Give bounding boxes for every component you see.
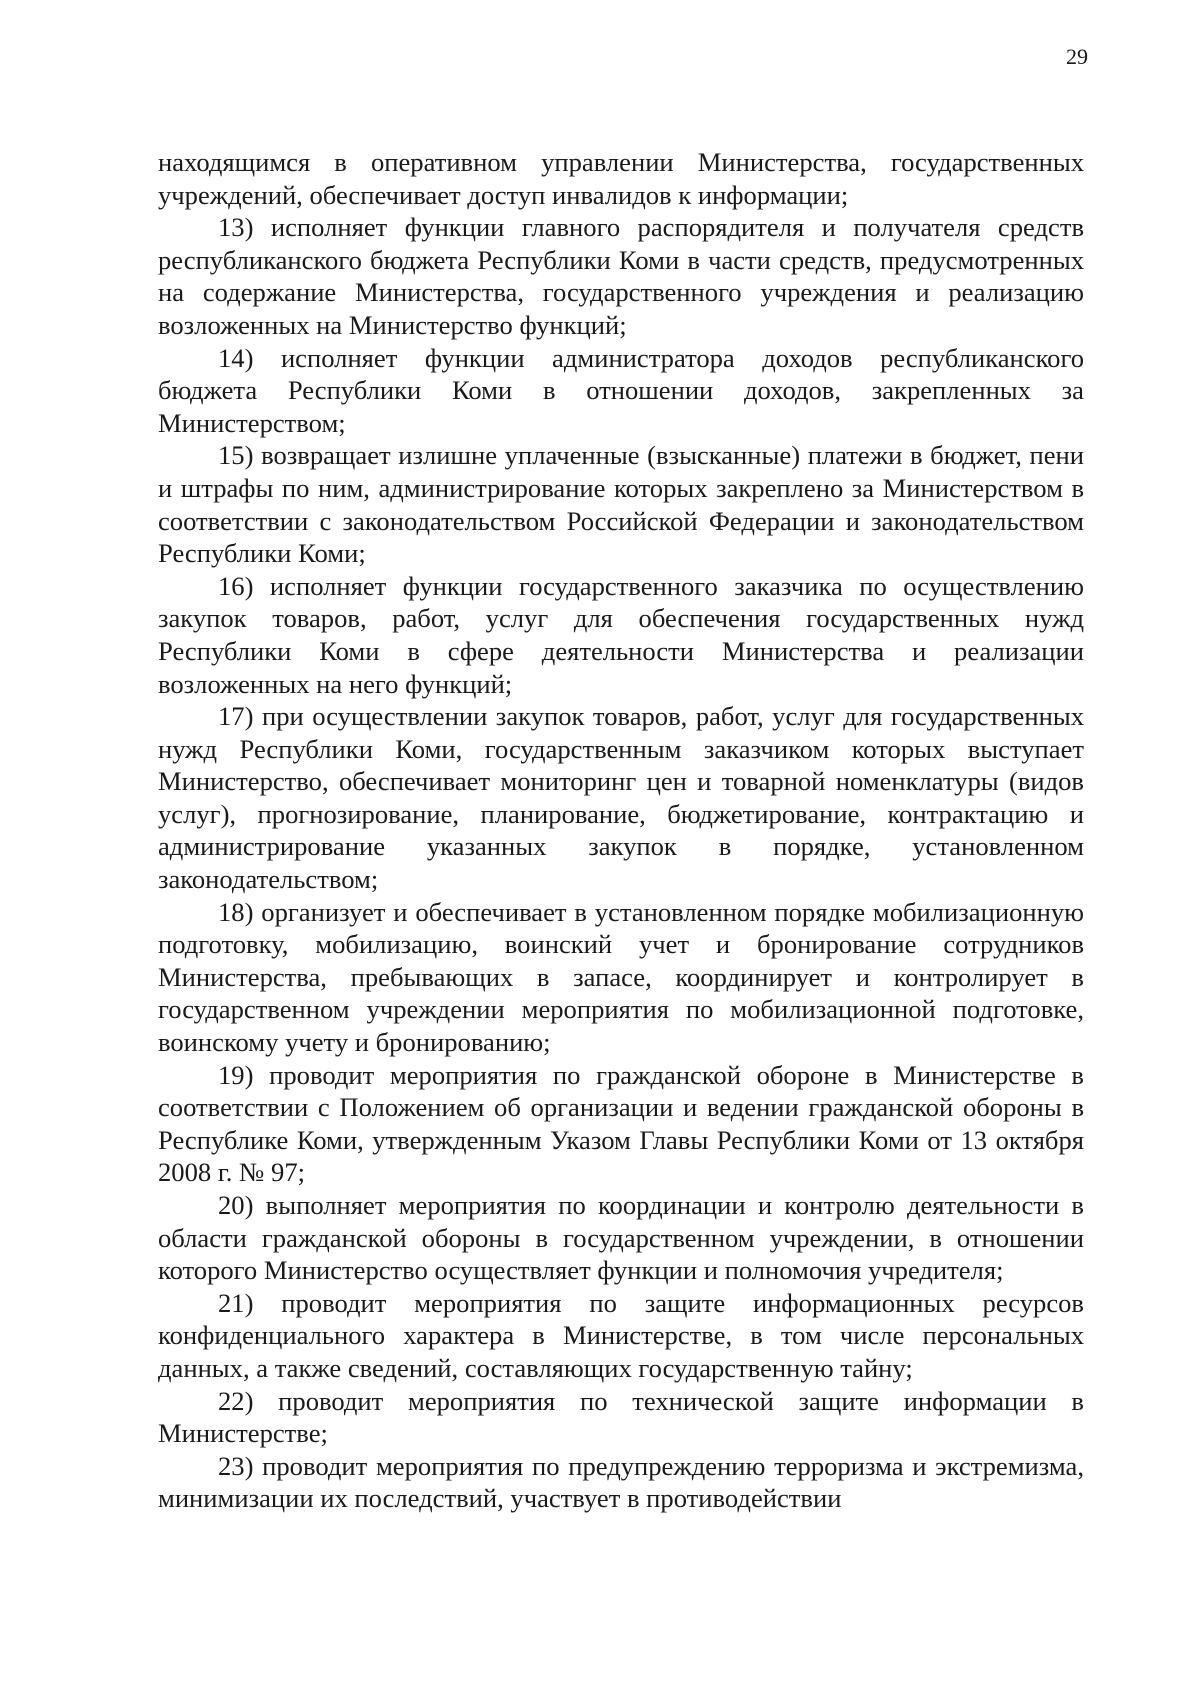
paragraph-item-19: 19) проводит мероприятия по гражданской обороне в Министерстве в соответствии с Положением об организации и ведении гражданской обороны в Республике Коми, утвержденным Указом Главы Республики Коми от 13 октября 2008 г. № 97; [158, 1059, 1084, 1188]
paragraph-item-20: 20) выполняет мероприятия по координации и контролю деятельности в области гражданской обороны в государственном учреждении, в отношении которого Министерство осуществляет функции и полномочия учредителя; [158, 1190, 1084, 1286]
document-body [158, 146, 1084, 1515]
paragraph-item-22: 22) проводит мероприятия по технической защите информации в Министерстве; [158, 1385, 1084, 1449]
page-number: 29 [1066, 44, 1088, 69]
paragraph-item-23: 23) проводит мероприятия по предупреждению терроризма и экстремизма, минимизации их последствий, участвует в противодействии [158, 1450, 1084, 1514]
paragraph-continuation: находящимся в оперативном управлении Министерства, государственных учреждений, обеспечивает доступ инвалидов к информации; [158, 147, 1084, 210]
paragraph-item-13: 13) исполняет функции главного распорядителя и получателя средств республиканского бюджета Республики Коми в части средств, предусмотренных на содержание Министерства, государственного учреждения и реализацию возложенных на Министерство функций; [158, 212, 1084, 340]
paragraph-item-16: 16) исполняет функции государственного заказчика по осуществлению закупок товаров, работ, услуг для обеспечения государственных нужд Республики Коми в сфере деятельности Министерства и реализации возложенных на него функций; [158, 570, 1084, 699]
paragraph-item-15: 15) возвращает излишне уплаченные (взысканные) платежи в бюджет, пени и штрафы по ним, администрирование которых закреплено за Министерством в соответствии с законодательством Российской Федерации и законодательством Республики Коми; [158, 440, 1084, 569]
paragraph-item-17: 17) при осуществлении закупок товаров, работ, услуг для государственных нужд Республики Коми, государственным заказчиком которых выступает Министерство, обеспечивает мониторинг цен и товарной номенклатуры (видов услуг), прогнозирование, планирование, бюджетирование, контрактацию и администрирование указанных закупок в порядке, установленном законодательством; [158, 701, 1084, 895]
paragraph-item-14: 14) исполняет функции администратора доходов республиканского бюджета Республики Коми в отношении доходов, закрепленных за Министерством; [158, 342, 1084, 438]
paragraph-item-21: 21) проводит мероприятия по защите информационных ресурсов конфиденциального характера в Министерстве, в том числе персональных данных, а также сведений, составляющих государственную тайну; [158, 1287, 1084, 1383]
paragraph-item-18: 18) организует и обеспечивает в установленном порядке мобилизационную подготовку, мобилизацию, воинский учет и бронирование сотрудников Министерства, пребывающих в запасе, координирует и контролирует в государственном учреждении мероприятия по мобилизационной подготовке, воинскому учету и бронированию; [158, 896, 1084, 1058]
